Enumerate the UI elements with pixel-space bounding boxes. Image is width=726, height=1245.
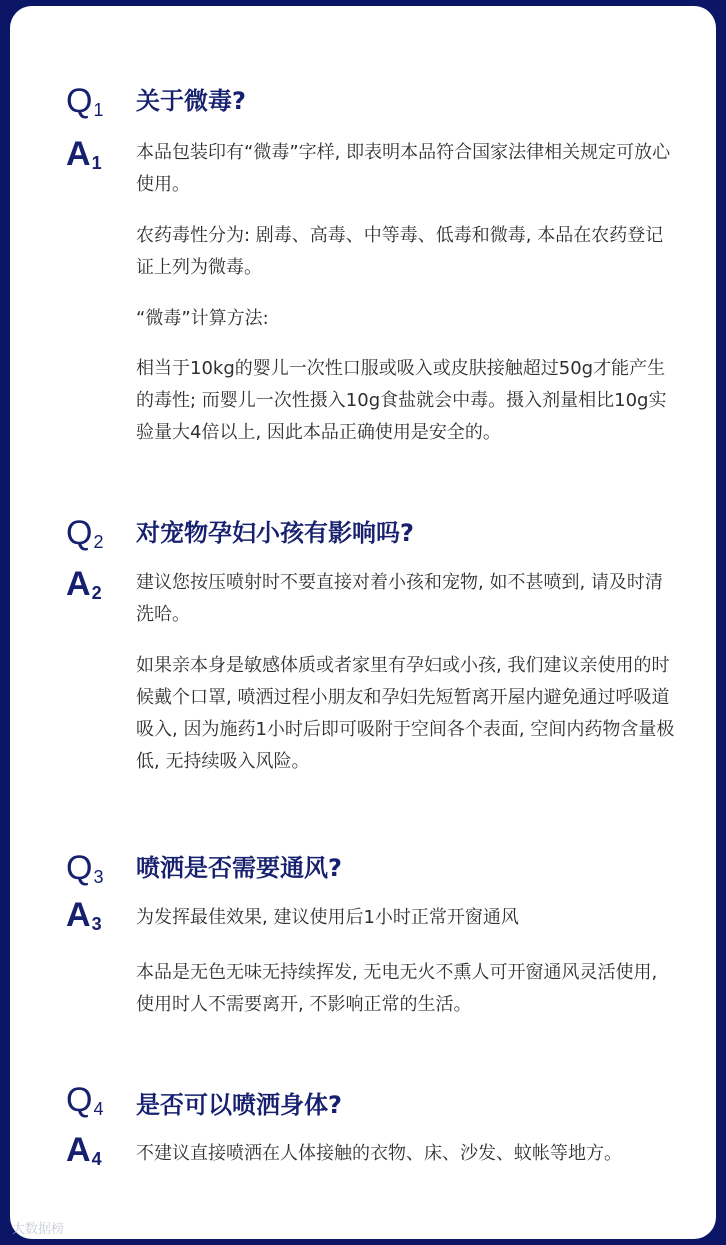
faq-card xyxy=(10,6,716,1239)
question-label: $Q_4$ xyxy=(66,1081,104,1119)
question-label: $Q_2$ xyxy=(66,514,104,552)
answer-label: $A_3$ xyxy=(66,896,102,934)
answer-paragraph: 如果亲本身是敏感体质或者家里有孕妇或小孩, 我们建议亲使用的时候戴个口罩, 喷洒过程小朋友和孕妇先短暂离开屋内避免通过呼吸道吸入, 因为施药1小时后即可吸附于空间各个表面, 空间内药物含量极低, 无持续吸入风险。 xyxy=(136,655,675,772)
answer-paragraph: 本品是无色无味无持续挥发, 无电无火不熏人可开窗通风灵活使用, 使用时人不需要离开, 不影响正常的生活。 xyxy=(136,962,658,1015)
answer-label: $A_2$ xyxy=(66,565,102,603)
question-label: $Q_1$ xyxy=(66,82,104,120)
answer-label: $A_4$ xyxy=(66,1131,102,1169)
answer-paragraph: 不建议直接喷洒在人体接触的衣物、床、沙发、蚊帐等地方。 xyxy=(136,1143,622,1164)
answer-paragraph: 农药毒性分为: 剧毒、高毒、中等毒、低毒和微毒, 本品在农药登记证上列为微毒。 xyxy=(136,225,664,278)
question-label: $Q_3$ xyxy=(66,849,104,887)
answer-label: $A_1$ xyxy=(66,135,102,173)
answer-paragraph: 为发挥最佳效果, 建议使用后1小时正常开窗通风 xyxy=(136,907,519,928)
question-title: 是否可以喷洒身体? xyxy=(136,1091,342,1119)
question-title: 关于微毒? xyxy=(136,87,246,115)
question-title: 喷洒是否需要通风? xyxy=(136,854,342,882)
answer-paragraph: 相当于10kg的婴儿一次性口服或吸入或皮肤接触超过50g才能产生的毒性; 而婴儿一次性摄入10g食盐就会中毒。摄入剂量相比10g实验量大4倍以上, 因此本品正确使用是安全的。 xyxy=(136,358,667,443)
answer-paragraph: 本品包装印有“微毒”字样, 即表明本品符合国家法律相关规定可放心使用。 xyxy=(136,142,671,195)
answer-paragraph: “微毒”计算方法: xyxy=(136,308,269,329)
question-title: 对宠物孕妇小孩有影响吗? xyxy=(136,519,414,547)
watermark: 大数据榜 xyxy=(12,1221,65,1236)
answer-paragraph: 建议您按压喷射时不要直接对着小孩和宠物, 如不甚喷到, 请及时清洗哈。 xyxy=(136,572,663,625)
